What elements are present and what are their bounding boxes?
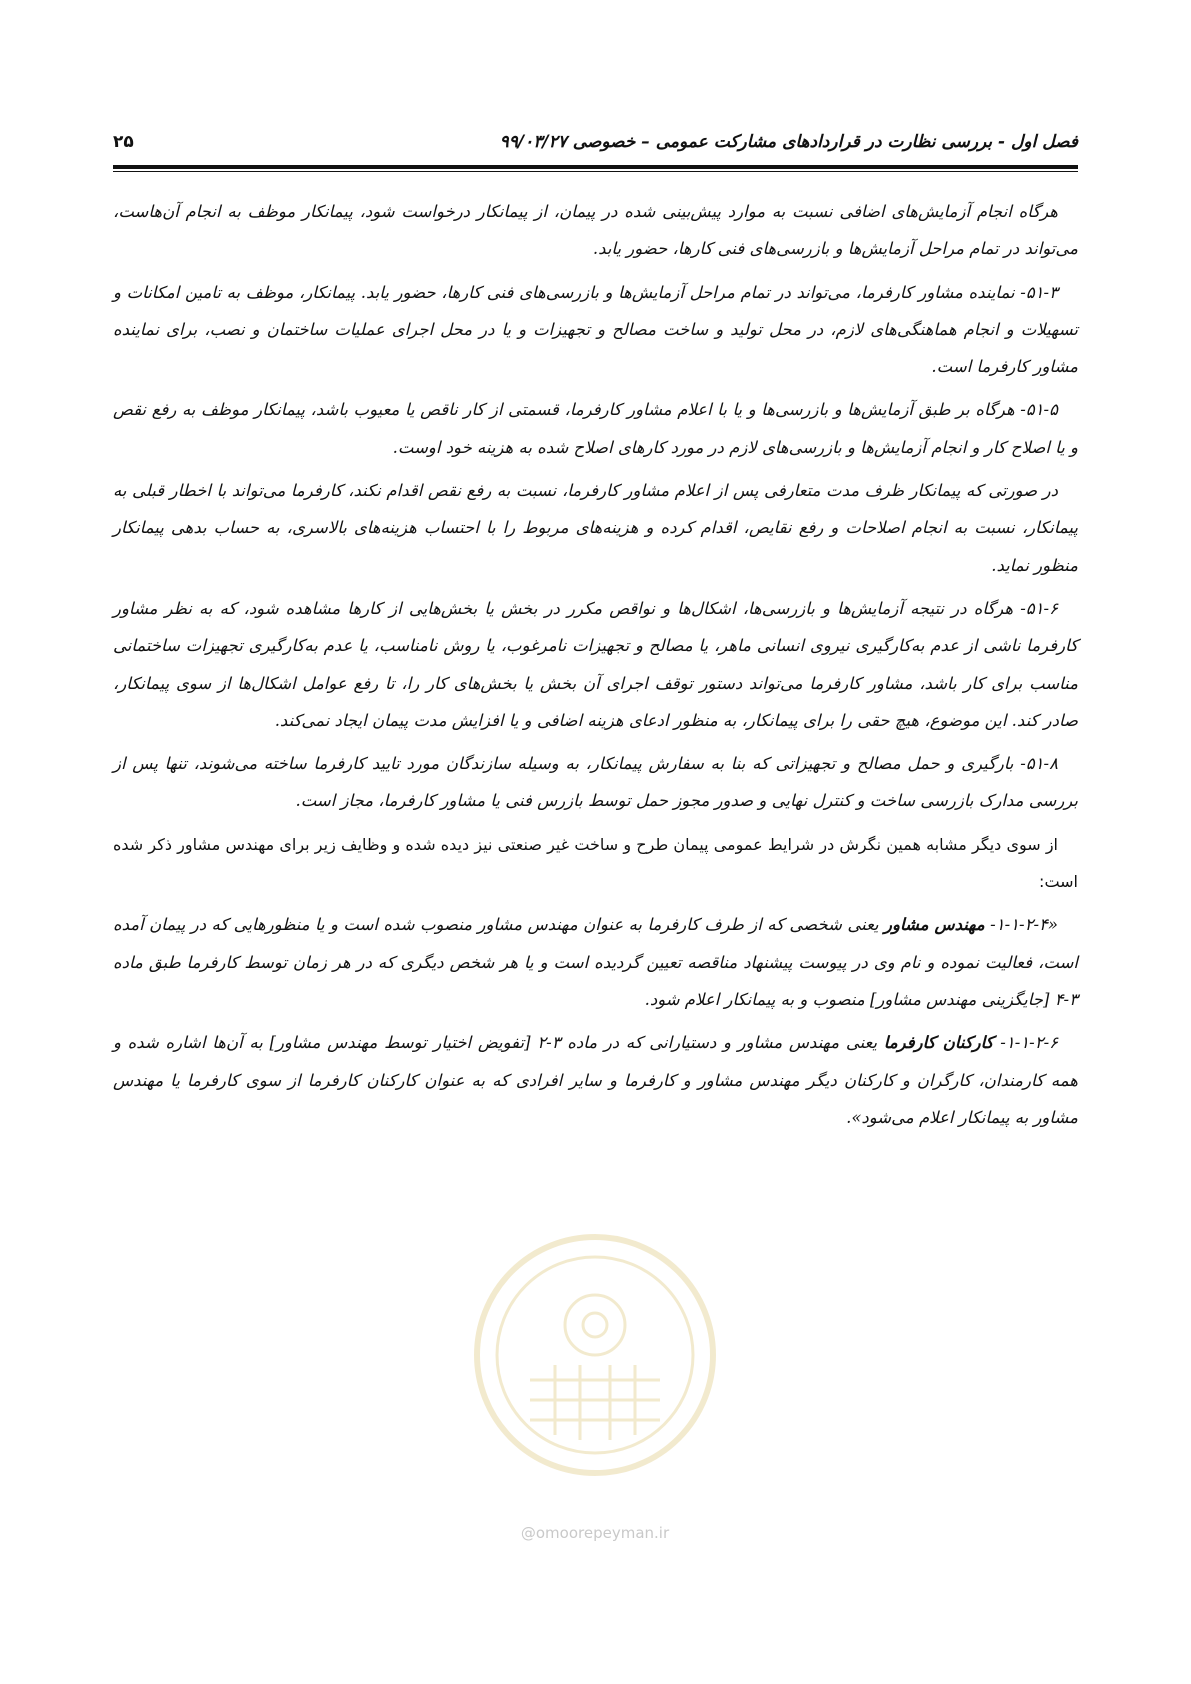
page-header	[113, 122, 1078, 162]
definition-number: ۱-۱-۲-۶-	[993, 1033, 1059, 1053]
definition-text: یعنی مهندس مشاور و دستیارانی که در ماده ۳-۲ [تفویض اختیار توسط مهندس مشاور] به آن‌ها اشاره شده و همه کارمندان، کارگران و کارکنان دیگر مهندس مشاور و کارفرما و سایر افرادی که به عنوان کارکنان کارفرما از سوی کارفرما یا مهندس مشاور به پیمانکار اعلام می‌شود».	[113, 1033, 1078, 1127]
page-number: ۲۵	[113, 132, 134, 152]
definition-term: مهندس مشاور	[884, 915, 985, 935]
paragraph-4: در صورتی که پیمانکار ظرف مدت متعارفی پس از اعلام مشاور کارفرما، نسبت به رفع نقص اقدام نکند، کارفرما می‌تواند با اخطار قبلی به پیمانکار، نسبت به انجام اصلاحات و رفع نقایص، اقدام کرده و هزینه‌های مربوط را با احتساب هزینه‌های بالاسری، به حساب بدهی پیمانکار منظور نماید.	[113, 481, 1078, 575]
document-body	[113, 193, 1078, 1142]
header-title: فصل اول - بررسی نظارت در قراردادهای مشارکت عمومی – خصوصی ۹۹/۰۳/۲۷	[499, 132, 1078, 152]
paragraph-51-6: ۵۱-۶- هرگاه در نتیجه آزمایش‌ها و بازرسی‌ها، اشکال‌ها و نواقص مکرر در بخش یا بخش‌هایی از کارها مشاهده شود، که به نظر مشاور کارفرما ناشی از عدم به‌کارگیری نیروی انسانی ماهر، یا مصالح و تجهیزات نامرغوب، یا روش نامناسب، یا عدم به‌کارگیری تجهیزات ساختمانی مناسب برای کار باشد، مشاور کارفرما می‌تواند دستور توقف اجرای آن بخش یا بخش‌های کار را، تا رفع عوامل اشکال‌ها از سوی پیمانکار، صادر کند. این موضوع، هیچ حقی را برای پیمانکار، به منظور ادعای هزینه اضافی و یا افزایش مدت پیمان ایجاد نمی‌کند.	[113, 598, 1078, 730]
paragraph-1: هرگاه انجام آزمایش‌های اضافی نسبت به موارد پیش‌بینی شده در پیمان، از پیمانکار درخواست شود، پیمانکار موظف به انجام آن‌هاست، می‌تواند در تمام مراحل آزمایش‌ها و بازرسی‌های فنی کارها، حضور یابد.	[113, 202, 1078, 259]
watermark-site: @omoorepeyman.ir	[520, 1524, 670, 1542]
paragraph-definition-personnel	[113, 1024, 1078, 1136]
header-rule-thick	[113, 165, 1078, 169]
paragraph-51-3: ۵۱-۳- نماینده مشاور کارفرما، می‌تواند در تمام مراحل آزمایش‌ها و بازرسی‌های فنی کارها، حضور یابد. پیمانکار، موظف به تامین امکانات و تسهیلات و انجام هماهنگی‌های لازم، در محل تولید و ساخت مصالح و تجهیزات و یا در محل اجرای عملیات ساختمان و نصب، برای نماینده مشاور کارفرما است.	[113, 282, 1078, 377]
paragraph-definition-engineer	[113, 906, 1078, 1018]
watermark-seal-icon	[470, 1230, 720, 1480]
paragraph-51-5: ۵۱-۵- هرگاه بر طبق آزمایش‌ها و بازرسی‌ها و یا با اعلام مشاور کارفرما، قسمتی از کار ناقص یا معیوب باشد، پیمانکار موظف به رفع نقص و یا اصلاح کار و انجام آزمایش‌ها و بازرسی‌های لازم در مورد کارهای اصلاح شده به هزینه خود اوست.	[113, 400, 1078, 457]
definition-term: کارکنان کارفرما	[883, 1033, 994, 1053]
definition-number: «۱-۱-۲-۴-	[984, 915, 1059, 935]
paragraph-7: از سوی دیگر مشابه همین نگرش در شرایط عمومی پیمان طرح و ساخت غیر صنعتی نیز دیده شده و وظایف زیر برای مهندس مشاور ذکر شده است:	[113, 834, 1078, 892]
header-rule-thin	[113, 171, 1078, 172]
paragraph-51-8: ۵۱-۸- بارگیری و حمل مصالح و تجهیزاتی که بنا به سفارش پیمانکار، به وسیله سازندگان مورد تایید کارفرما ساخته می‌شوند، تنها پس از بررسی مدارک بازرسی ساخت و کنترل نهایی و صدور مجوز حمل توسط بازرس فنی یا مشاور کارفرما، مجاز است.	[113, 754, 1078, 811]
definition-text: یعنی شخصی که از طرف کارفرما به عنوان مهندس مشاور منصوب شده است و یا منظورهایی که در پیمان آمده است، فعالیت نموده و نام وی در پیوست پیشنهاد مناقصه تعیین گردیده است و یا هر شخص دیگری که در هر زمان توسط کارفرما طبق ماده ۳-۴ [جایگزینی مهندس مشاور] منصوب و به پیمانکار اعلام شود.	[113, 915, 1078, 1009]
